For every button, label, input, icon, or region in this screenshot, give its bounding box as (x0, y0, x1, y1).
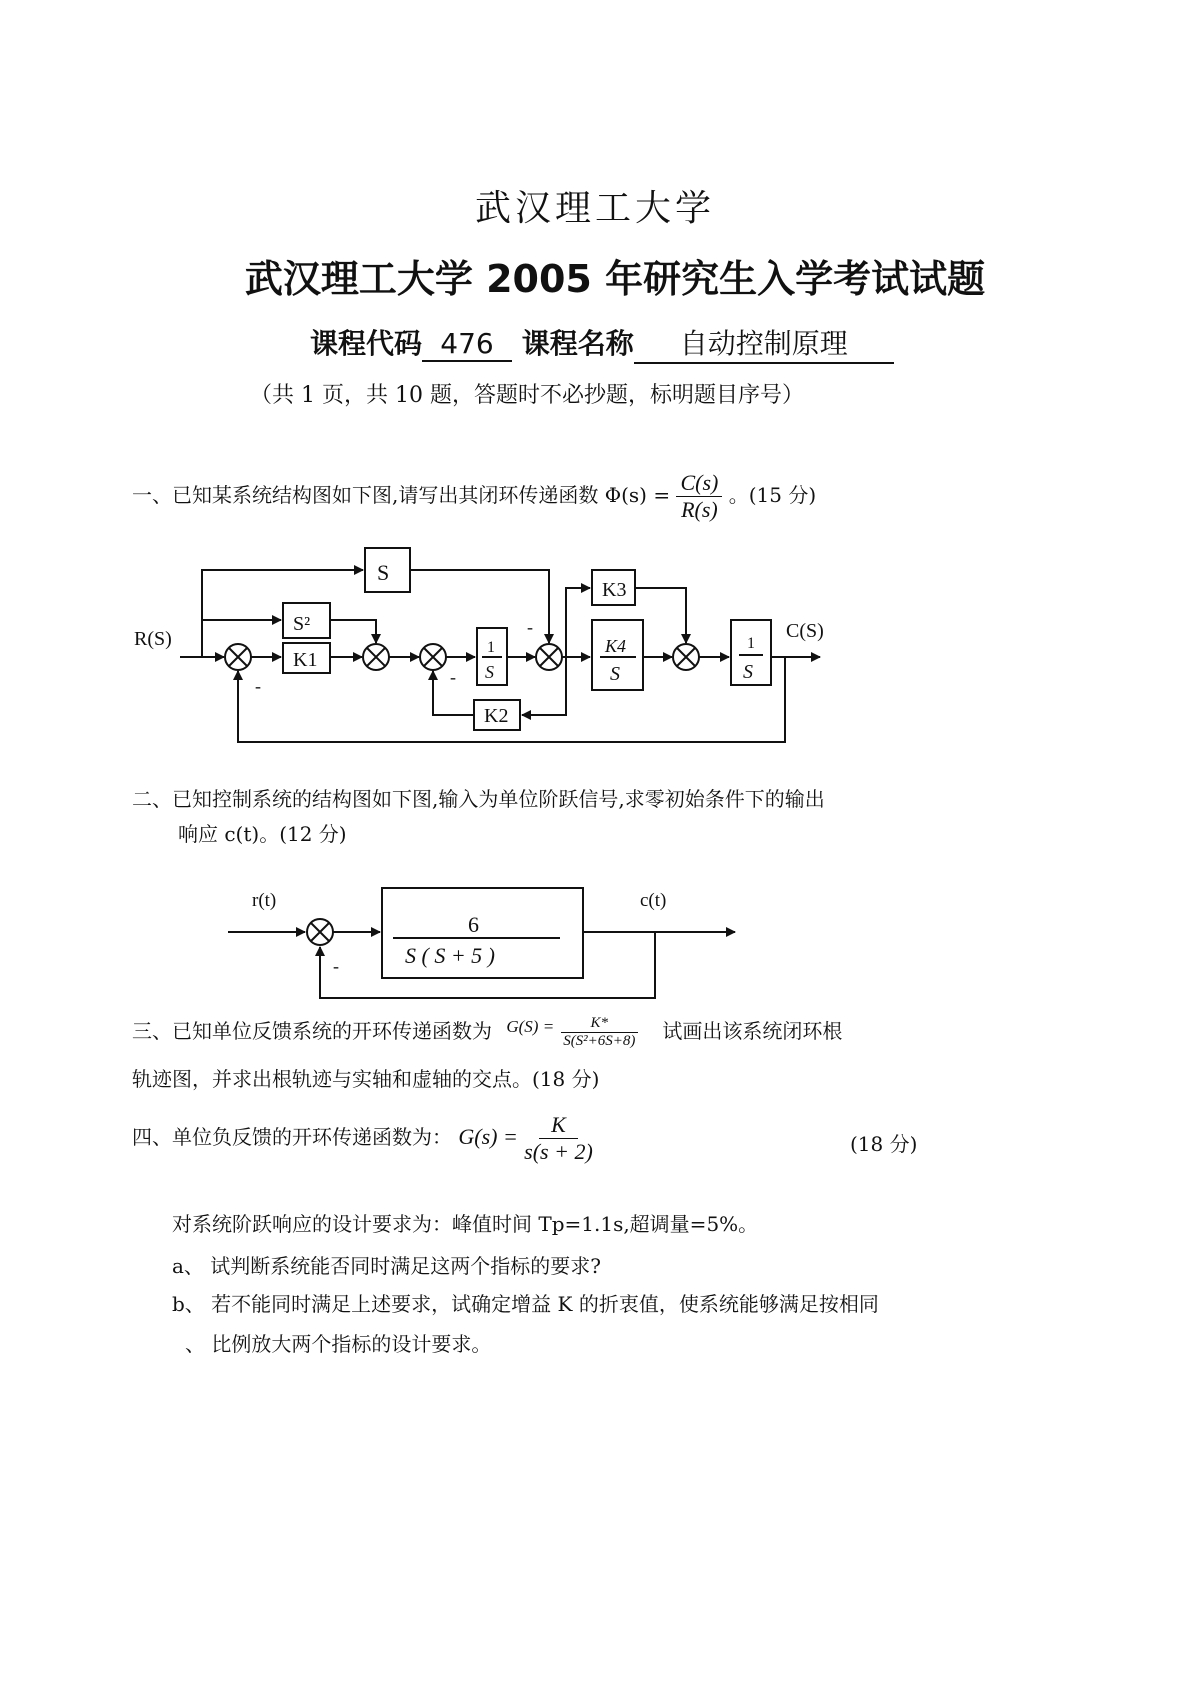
d2-den: S ( S + 5 ) (405, 943, 495, 968)
block-int2-den: S (743, 661, 753, 683)
sum-junction-icon (536, 644, 562, 670)
d2-num: 6 (468, 912, 479, 937)
sum-junction-icon (420, 644, 446, 670)
q1-text: 一、已知某系统结构图如下图,请写出其闭环传递函数 Φ(s) = (132, 483, 671, 507)
question-4 (132, 1112, 593, 1165)
block-k2: K2 (484, 705, 509, 727)
q4-item-a (172, 1250, 601, 1279)
block-int1-num: 1 (487, 639, 495, 656)
block-int2-num: 1 (747, 635, 755, 652)
course-code: 476 (422, 327, 512, 362)
q4-fraction (524, 1112, 593, 1165)
q1-num: C(s) (676, 470, 722, 497)
q1-den: R(s) (681, 497, 718, 522)
q4-score: (18 分) (850, 1132, 918, 1156)
minus-sign: - (450, 667, 456, 687)
item-label: b、 (172, 1292, 205, 1316)
block-k1: K1 (293, 649, 318, 671)
q4-den: s(s + 2) (524, 1139, 593, 1164)
item-text: 比例放大两个指标的设计要求。 (211, 1332, 492, 1356)
question-3 (132, 1015, 842, 1050)
item-label: a、 (172, 1254, 204, 1278)
q3-line2: 轨迹图，并求出根轨迹与实轴和虚轴的交点。(18 分) (132, 1067, 600, 1091)
item-text: 若不能同时满足上述要求，试确定增益 K 的折衷值，使系统能够满足按相同 (211, 1292, 879, 1316)
sum-junction-icon (673, 644, 699, 670)
minus-sign: - (527, 617, 533, 637)
q4-g: G(s) = (458, 1124, 518, 1149)
course-name-label: 课程名称 (521, 327, 634, 360)
block-s2: S² (293, 613, 311, 635)
d2-output-label: c(t) (640, 890, 667, 911)
q4-item-b-cont (185, 1328, 491, 1357)
q2-line1: 二、已知控制系统的结构图如下图,输入为单位阶跃信号,求零初始条件下的输出 (132, 787, 825, 811)
input-label: R(S) (134, 628, 172, 650)
q3-text2: 试画出该系统闭环根 (662, 1019, 843, 1043)
output-label: C(S) (786, 620, 824, 642)
course-name: 自动控制原理 (634, 322, 894, 364)
sum-junction-icon (225, 644, 251, 670)
q1-score: 。(15 分) (728, 483, 817, 507)
course-code-label: 课程代码 (310, 327, 423, 360)
q4-text: 四、单位负反馈的开环传递函数为： (132, 1125, 452, 1149)
minus-sign: - (255, 676, 261, 696)
q3-g: G(S) = (506, 1017, 555, 1036)
block-k3: K3 (602, 579, 627, 601)
q4-num: K (539, 1112, 578, 1139)
item-text: 试判断系统能否同时满足这两个指标的要求? (210, 1254, 602, 1278)
item-label: 、 (185, 1332, 205, 1356)
sum-junction-icon (307, 919, 333, 945)
block-s: S (377, 560, 390, 585)
q3-fraction (561, 1015, 639, 1050)
minus-sign: - (333, 956, 339, 976)
q3-den: S(S²+6S+8) (563, 1033, 636, 1049)
q3-num: K* (561, 1015, 639, 1033)
d2-input-label: r(t) (252, 890, 277, 911)
q4-item-b (172, 1288, 879, 1317)
sum-junction-icon (363, 644, 389, 670)
block-k4-num: K4 (605, 636, 627, 656)
q4-requirement: 对系统阶跃响应的设计要求为：峰值时间 Tp=1.1s,超调量=5%。 (172, 1212, 759, 1236)
exam-title: 武汉理工大学 2005 年研究生入学考试试题 (244, 257, 986, 301)
school-name: 武汉理工大学 (474, 188, 715, 229)
block-k4-den: S (610, 663, 620, 685)
block-int1-den: S (485, 662, 494, 682)
q3-text: 三、已知单位反馈系统的开环传递函数为 (132, 1019, 492, 1043)
exam-note: （共 1 页，共 10 题，答题时不必抄题，标明题目序号） (250, 383, 804, 408)
q2-line2: 响应 c(t)。(12 分) (178, 822, 347, 846)
